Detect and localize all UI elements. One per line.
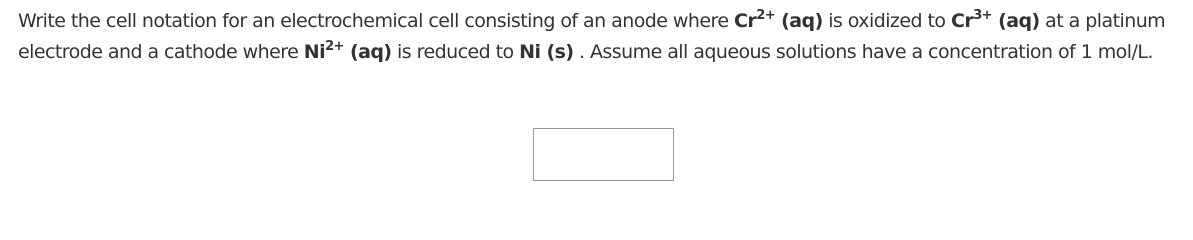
anode-reactant [734, 7, 823, 32]
anode-reactant-formula: Cr [734, 10, 757, 32]
cathode-reactant-charge: 2+ [325, 38, 344, 54]
anode-product-formula: Cr [950, 10, 974, 32]
cathode-reactant [303, 38, 392, 63]
anode-reactant-charge: 2+ [756, 7, 776, 23]
question-text [18, 6, 1186, 68]
oxidized-text: is oxidized to [822, 10, 951, 32]
anode-product-charge: 3+ [973, 7, 993, 23]
electrode-text: at a platinum electrode and a cathode where [18, 10, 1166, 63]
anode-product [950, 7, 1040, 32]
anode-product-state: (aq) [992, 10, 1040, 32]
answer-input[interactable] [533, 128, 674, 181]
cathode-reactant-state: (aq) [343, 41, 392, 63]
reduced-text: is reduced to [391, 41, 520, 63]
anode-reactant-state: (aq) [775, 10, 823, 32]
question-intro: Write the cell notation for an electrochemical cell consisting of an anode where [18, 10, 734, 32]
cathode-product: Ni (s) [519, 41, 574, 63]
cathode-reactant-formula: Ni [303, 41, 326, 63]
question-closing: . Assume all aqueous solutions have a concentration of 1 mol/L. [573, 41, 1153, 63]
